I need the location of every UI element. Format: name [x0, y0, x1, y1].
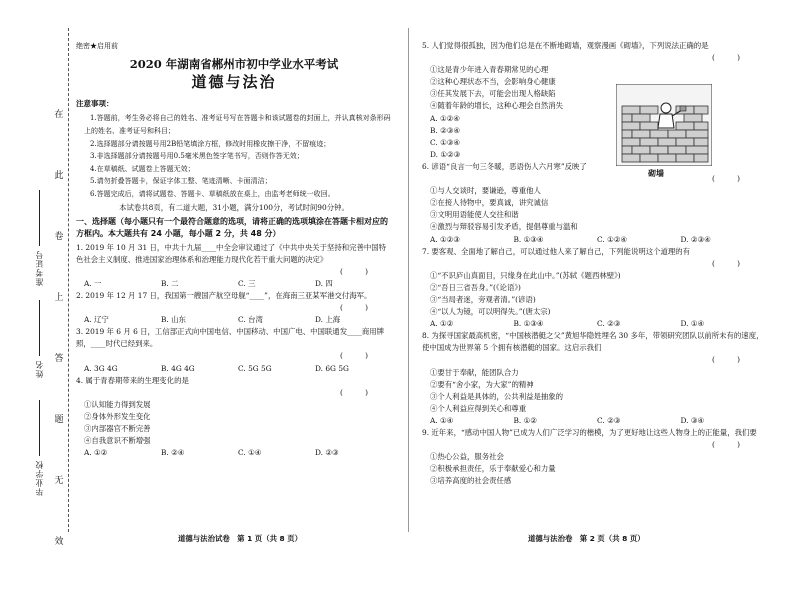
option-1: B. ①③④	[513, 319, 544, 329]
binding-line	[68, 28, 69, 532]
option-0: A. ①②③	[430, 234, 460, 244]
statement-line: ①与人交谈时，要谦逊，尊重他人	[430, 186, 541, 196]
cartoon-brick-wall-image	[616, 84, 712, 166]
options-row	[84, 278, 392, 290]
option-3: D. ②③	[315, 448, 339, 458]
answer-paren: ( )	[340, 266, 368, 276]
option-0: A. ①②④	[430, 113, 460, 123]
option-3: D. ①②③	[430, 149, 461, 159]
answer-paren: ( )	[712, 174, 740, 184]
statement-line: ①“不识庐山真面目，只缘身在此山中。”(苏轼《题西林壁》)	[430, 270, 621, 280]
options-row	[84, 363, 392, 375]
exam-title: 2020 年湖南省郴州市初中学业水平考试	[129, 57, 339, 72]
statement-line: ③文明用语能使人交往和谐	[430, 210, 519, 220]
answer-paren: ( )	[340, 351, 368, 361]
question-stem: 9. 近年来，“感动中国人物”已成为人们广泛学习的楷模，为了更好地让这些人物身上的正能量，我们要	[422, 428, 757, 437]
statement-line: ②在接人待物中，要真诚，讲究诚信	[430, 198, 549, 208]
binding-char: 卷	[54, 232, 64, 242]
binding-char: 答	[54, 354, 64, 364]
notice-item: 4.在草稿纸、试题卷上答题无效；	[90, 164, 195, 173]
question-stem: 4. 属于青春期带来的生理变化的是	[76, 375, 189, 385]
options-row	[430, 415, 764, 427]
option-2: C. 三	[238, 278, 256, 288]
statement-line: ④激烈与辩驳容易引发矛盾，提倡尊重与温和	[430, 222, 578, 232]
binding-char: 效	[54, 537, 64, 547]
options-row	[84, 447, 392, 459]
option-0: A. 一	[84, 278, 102, 288]
image-caption: 砌墙	[648, 168, 664, 178]
notice-item: 5.请勿折叠答题卡，保证字体工整、笔迹清晰、卡面清洁；	[90, 177, 272, 186]
option-2: C. ①④	[238, 448, 262, 458]
statement-line: ②要有“舍小家，为大家”的精神	[430, 379, 534, 389]
option-3: D. ②③④	[680, 234, 711, 244]
right-column	[422, 40, 764, 487]
statement-line: ①这是青少年进入青春期常见的心理	[430, 65, 549, 75]
side-field-school: 毕业学校	[34, 400, 45, 496]
option-0: A. ①②	[430, 319, 454, 329]
answer-paren: ( )	[712, 355, 740, 365]
option-1: B. ②④	[161, 448, 185, 458]
statement-line: ④“以人为镜，可以明得失。”(唐太宗)	[430, 307, 551, 317]
statement-line: ①认知能力得到发展	[84, 399, 151, 409]
exam-info: 本试卷共8页，有二道大题，31小题，满分100分，考试时间90分钟。	[119, 202, 349, 212]
statement-line: ③内部器官不断完善	[84, 424, 151, 434]
footer-page-2: 道德与法治卷 第 2 页（共 8 页）	[528, 534, 645, 543]
footer-page-1: 道德与法治试卷 第 1 页（共 8 页）	[178, 534, 303, 543]
statement-line: ③个人利益是具体的，公共利益是抽象的	[430, 391, 564, 401]
left-column	[76, 40, 392, 459]
option-1: B. ①③④	[513, 234, 544, 244]
question-stem: 5. 人们觉得很孤独，因为他们总是在不断地砌墙，观察漫画《砌墙》，下列说法正确的是	[422, 41, 709, 50]
option-2: C. ②③	[597, 319, 621, 329]
option-0: A. 3G 4G	[84, 363, 118, 373]
section-heading: 一、选择题（每小题只有一个最符合题意的选项，请将正确的选项填涂在答题卡相对应的方框内。本大题共有 24 小题，每小题 2 分，共 48 分）	[76, 216, 388, 238]
option-3: D. 6G 5G	[315, 363, 349, 373]
answer-paren: ( )	[712, 440, 740, 450]
question-stem: 3. 2019 年 6 月 6 日，工信部正式向中国电信、中国移动、中国广电、中国联通发____商用牌照，____时代已经到来。	[76, 327, 385, 349]
question-stem: 1. 2019 年 10 月 31 日，中共十九届____中全会审议通过了《中共中央关于坚持和完善中国特色社会主义制度、推进国家治理体系和治理能力现代化若干重大问题的决定》	[76, 242, 387, 264]
option-2: C. 5G 5G	[238, 363, 272, 373]
subject-title: 道德与法治	[191, 73, 277, 92]
options-row	[84, 314, 392, 326]
option-3: D. ③④	[680, 415, 705, 425]
option-3: D. 四	[315, 278, 333, 288]
binding-char: 题	[54, 415, 64, 425]
option-0: A. 辽宁	[84, 315, 109, 325]
question-stem: 8. 为探寻国家最高机密，“中国核潜艇之父”黄旭华隐姓埋名 30 多年，带领研究团队以前所未有的速度，使中国成为世界第 5 个拥有核潜艇的国家。这启示我们	[422, 331, 764, 353]
answer-paren: ( )	[340, 303, 368, 313]
answer-paren: ( )	[712, 53, 740, 63]
binding-char: 在	[54, 110, 64, 120]
binding-char: 无	[54, 476, 64, 486]
statement-line: ②积极承担责任，乐于奉献爱心和力量	[430, 464, 556, 474]
notice-item: 3.非选择题部分请按题号用0.5毫米黑色签字笔书写，否则作答无效；	[90, 152, 304, 161]
answer-paren: ( )	[340, 387, 368, 397]
binding-char: 此	[54, 171, 64, 181]
option-1: B. 二	[161, 278, 179, 288]
question-stem: 6. 谚语“良言一句三冬暖，恶语伤人六月寒”反映了	[422, 161, 587, 171]
question-stem: 2. 2019 年 12 月 17 日，我国第一艘国产航空母舰“____”，在海南三亚某军港交付海军。	[76, 291, 372, 300]
notice-item: 2.选择题部分请按题号用2B铅笔填涂方框，修改时用橡皮擦干净，不留痕迹；	[90, 139, 331, 148]
statement-line: ④个人利益应得到关心和尊重	[430, 403, 527, 413]
statement-line: ②“吾日三省吾身。”(《论语》)	[430, 282, 521, 292]
statement-line: ②这种心理状态不当，会影响身心健康	[430, 77, 556, 87]
option-1: B. ①②	[513, 415, 537, 425]
question-stem: 7. 要客观、全面地了解自己，可以通过他人来了解自己，下列能说明这个道理的有	[422, 246, 691, 256]
statement-line: ③“当局者迷，旁观者清。”(谚语)	[430, 294, 536, 304]
side-field-name: 姓名	[34, 300, 45, 378]
option-2: C. ①②④	[597, 234, 627, 244]
option-1: B. 4G 4G	[161, 363, 195, 373]
option-2: C. 台湾	[238, 315, 263, 325]
statement-line: ④随着年龄的增长，这种心理会自然消失	[430, 101, 564, 111]
binding-char: 上	[54, 293, 64, 303]
statement-line: ①热心公益，服务社会	[430, 452, 504, 462]
option-0: A. ①④	[430, 415, 454, 425]
option-0: A. ①②	[84, 448, 108, 458]
side-field-id: 准考证号	[34, 190, 45, 286]
option-2: C. ②③	[597, 415, 621, 425]
answer-paren: ( )	[712, 258, 740, 268]
statement-line: ①要甘于奉献，能团队合力	[430, 367, 519, 377]
option-1: B. ②③④	[430, 125, 461, 135]
binding-warning	[52, 108, 66, 596]
option-1: B. 山东	[161, 315, 186, 325]
secret-label: 绝密★启用前	[76, 42, 118, 50]
notice-item: 1.答题前，考生务必将自己的姓名、准考证号写在答题卡和该试题卷的封面上，并认真核对条形码上的姓名、准考证号和科目；	[84, 114, 391, 135]
statement-line: ②身体外形发生变化	[84, 411, 151, 421]
option-3: D. 上海	[315, 315, 341, 325]
statement-line: ③任其发展下去，可能会出现人格缺陷	[430, 89, 556, 99]
option-3: D. ①④	[680, 319, 705, 329]
options-row	[430, 318, 764, 330]
notice-heading: 注意事项：	[76, 99, 114, 109]
statement-line: ③培养高度的社会责任感	[430, 476, 512, 486]
notice-item: 6.答题完成后，请将试题卷、答题卡、草稿纸放在桌上，由监考老师统一收回。	[90, 189, 335, 198]
option-2: C. ①③④	[430, 137, 460, 147]
options-row	[430, 234, 764, 246]
question-list-left	[76, 242, 392, 460]
notice-list	[76, 112, 392, 200]
page-divider	[408, 28, 409, 532]
statement-line: ④自我意识不断增强	[84, 436, 151, 446]
question-list-right	[422, 40, 764, 487]
